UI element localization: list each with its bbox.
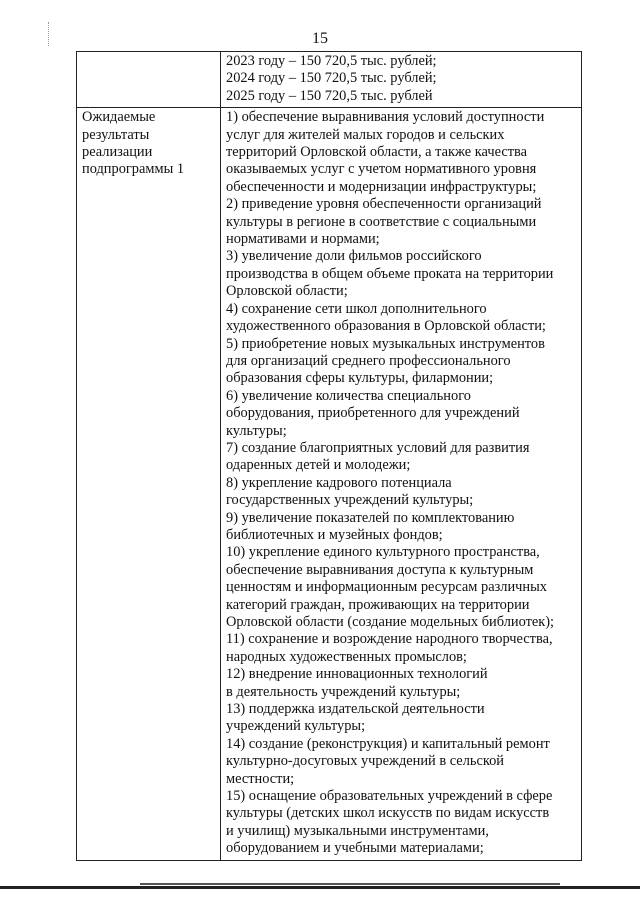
result-line: 7) создание благоприятных условий для развития <box>226 439 530 456</box>
result-line: 9) увеличение показателей по комплектованию <box>226 509 515 526</box>
result-line: 12) внедрение инновационных технологий <box>226 666 488 683</box>
result-line: 11) сохранение и возрождение народного творчества, <box>226 631 553 648</box>
result-line: библиотечных и музейных фондов; <box>226 526 443 543</box>
result-line: 8) укрепление кадрового потенциала <box>226 474 452 491</box>
result-line: культуры (детских школ искусств по видам искусств <box>226 805 550 822</box>
funding-line-2024: 2024 году – 150 720,5 тыс. рублей; <box>226 70 437 87</box>
label-line: Ожидаемые <box>82 109 156 126</box>
result-line: территорий Орловской области, а также качества <box>226 144 527 161</box>
result-line: ценностям и информационным ресурсам различных <box>226 579 547 596</box>
result-line: услуг для жителей малых городов и сельских <box>226 126 505 143</box>
result-line: 5) приобретение новых музыкальных инструментов <box>226 335 545 352</box>
result-line: нормативами и нормами; <box>226 231 380 248</box>
result-line: оборудованием и учебными материалами; <box>226 840 484 857</box>
label-line: результаты <box>82 126 150 143</box>
funding-line-2023: 2023 году – 150 720,5 тыс. рублей; <box>226 53 437 69</box>
result-line: народных художественных промыслов; <box>226 648 467 665</box>
funding-values-cell <box>221 52 582 108</box>
result-line: учреждений культуры; <box>226 718 366 735</box>
result-line: Орловской области (создание модельных библиотек); <box>226 614 555 630</box>
result-line: 2) приведение уровня обеспеченности организаций <box>226 196 542 213</box>
bottom-rule-shadow <box>140 883 560 885</box>
result-line: в деятельность учреждений культуры; <box>226 683 461 700</box>
result-line: обеспечение выравнивания доступа к культурным <box>226 561 534 578</box>
result-line: 3) увеличение доли фильмов российского <box>226 248 482 265</box>
result-line: художественного образования в Орловской области; <box>226 318 546 335</box>
result-line: государственных учреждений культуры; <box>226 492 474 509</box>
result-line: одаренных детей и молодежи; <box>226 457 411 474</box>
funding-label-cell <box>77 52 221 108</box>
result-line: оказываемых услуг с учетом нормативного уровня <box>226 161 537 178</box>
result-line: 14) создание (реконструкция) и капитальный ремонт <box>226 735 550 752</box>
result-line: Орловской области; <box>226 283 348 300</box>
result-line: культурно-досуговых учреждений в сельской <box>226 753 504 770</box>
result-line: обеспеченности и модернизации инфраструктуры; <box>226 178 537 195</box>
result-line: для организаций среднего профессионального <box>226 352 511 369</box>
funding-row <box>77 52 582 108</box>
result-line: 15) оснащение образовательных учреждений в сфере <box>226 788 553 805</box>
funding-line-2025: 2025 году – 150 720,5 тыс. рублей <box>226 87 433 104</box>
expected-results-label-cell <box>77 108 221 860</box>
result-line: оборудования, приобретенного для учреждений <box>226 405 520 422</box>
result-line: производства в общем объеме проката на территории <box>226 265 554 282</box>
result-line: культуры в регионе в соответствие с социальными <box>226 213 537 230</box>
result-line: 6) увеличение количества специального <box>226 387 471 404</box>
subprogram-passport-table <box>76 51 582 861</box>
label-line: реализации <box>82 144 153 161</box>
result-line: культуры; <box>226 422 287 439</box>
result-line: 4) сохранение сети школ дополнительного <box>226 300 487 317</box>
expected-results-row <box>77 108 582 860</box>
result-line: и училищ) музыкальными инструментами, <box>226 822 489 839</box>
page-number: 15 <box>312 30 328 47</box>
bottom-rule <box>0 886 640 889</box>
result-line: местности; <box>226 770 295 787</box>
result-line: 13) поддержка издательской деятельности <box>226 701 485 718</box>
result-line: 10) укрепление единого культурного пространства, <box>226 544 540 561</box>
result-line: категорий граждан, проживающих на территории <box>226 596 530 613</box>
expected-results-list-cell <box>221 108 582 860</box>
label-line: подпрограммы 1 <box>82 161 185 178</box>
result-line: образования сферы культуры, филармонии; <box>226 370 494 387</box>
result-line: 1) обеспечение выравнивания условий доступности <box>226 109 545 126</box>
